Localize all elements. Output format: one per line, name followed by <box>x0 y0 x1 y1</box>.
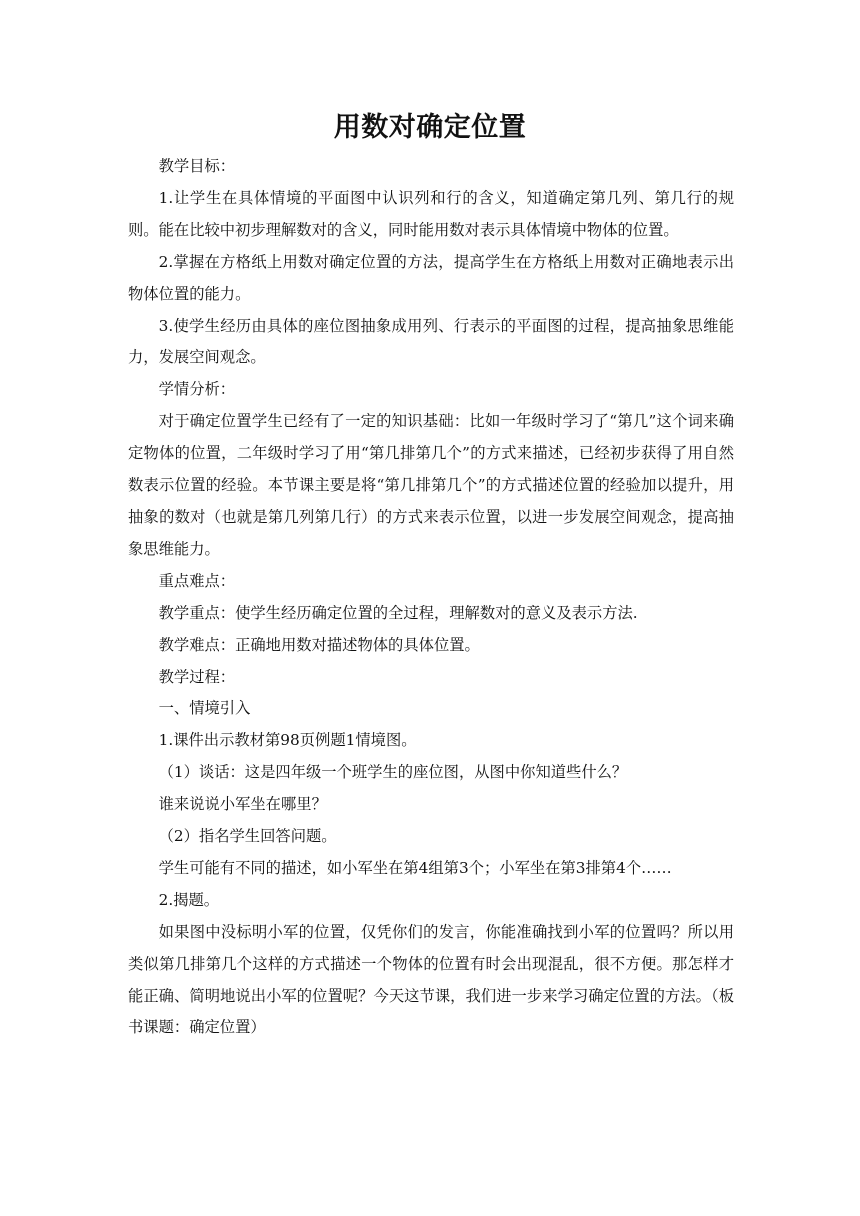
objective-2: 2.掌握在方格纸上用数对确定位置的方法，提高学生在方格纸上用数对正确地表示出物体位置的能力。 <box>128 252 734 303</box>
objective-1: 1.让学生在具体情境的平面图中认识列和行的含义，知道确定第几列、第几行的规则。能在比较中初步理解数对的含义，同时能用数对表示具体情境中物体的位置。 <box>128 188 734 239</box>
process-step-intro: 一、情境引入 <box>158 699 251 718</box>
process-subitem-1: （1）谈话：这是四年级一个班学生的座位图，从图中你知道些什么？ <box>158 763 628 782</box>
process-item-2: 2.揭题。 <box>158 890 220 909</box>
process-item-1: 1.课件出示教材第98页例题1情境图。 <box>158 731 417 750</box>
key-point-difficulty: 教学难点：正确地用数对描述物体的具体位置。 <box>158 635 480 654</box>
process-student-answer: 学生可能有不同的描述，如小军坐在第4组第3个；小军坐在第3排第4个…… <box>158 858 672 877</box>
document-title: 用数对确定位置 <box>333 112 527 143</box>
section-heading-process: 教学过程： <box>158 667 236 686</box>
process-subitem-2: （2）指名学生回答问题。 <box>158 827 337 846</box>
document-body <box>128 151 734 1044</box>
process-question: 谁来说说小军坐在哪里？ <box>158 795 327 814</box>
section-heading-objectives: 教学目标： <box>158 157 236 175</box>
key-point-focus: 教学重点：使学生经历确定位置的全过程，理解数对的意义及表示方法. <box>158 603 638 622</box>
section-heading-key-points: 重点难点： <box>158 571 236 590</box>
process-closing-paragraph: 如果图中没标明小军的位置，仅凭你们的发言，你能准确找到小军的位置吗？所以用类似第几排第几个这样的方式描述一个物体的位置有时会出现混乱，很不方便。那怎样才能正确、简明地说出小军的位置呢？今天这节课，我们进一步来学习确定位置的方法。（板书课题：确定位置） <box>128 922 734 1037</box>
objective-3: 3.使学生经历由具体的座位图抽象成用列、行表示的平面图的过程，提高抽象思维能力，发展空间观念。 <box>128 316 734 367</box>
section-heading-analysis: 学情分析： <box>158 380 236 399</box>
analysis-paragraph: 对于确定位置学生已经有了一定的知识基础：比如一年级时学习了“第几”这个词来确定物体的位置，二年级时学习了用“第几排第几个”的方式来描述，已经初步获得了用自然数表示位置的经验。本节课主要是将“第几排第几个”的方式描述位置的经验加以提升，用抽象的数对（也就是第几列第几行）的方式来表示位置，以进一步发展空间观念，提高抽象思维能力。 <box>128 412 734 558</box>
